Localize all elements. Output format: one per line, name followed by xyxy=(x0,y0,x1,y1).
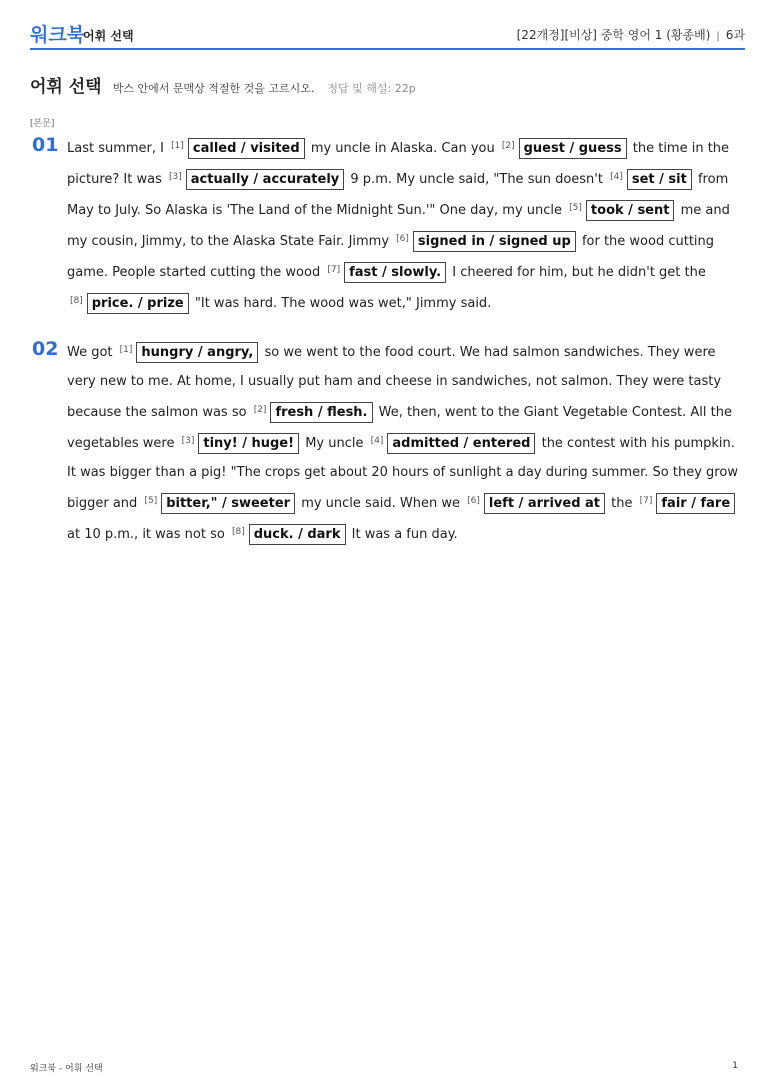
header-separator: | xyxy=(716,31,720,42)
passage-text: so we went to the food court. We had salmon sandwiches. They were very new to me. At home, I usually put ham and cheese in sandwiches, not salmon. They were tasty because the salmon was so xyxy=(67,345,722,420)
choice-box[interactable]: actually / accurately xyxy=(186,169,345,190)
choice-box[interactable]: admitted / entered xyxy=(387,433,535,454)
passage-text: for the wood cutting game. People started cutting the wood xyxy=(67,234,715,280)
passage-text: at 10 p.m., it was not so xyxy=(67,527,225,542)
answer-reference: 정답 및 해설: 22p xyxy=(327,82,416,95)
passage-text: me and my cousin, Jimmy, to the Alaska State Fair. Jimmy xyxy=(67,203,730,249)
question-number: 02 xyxy=(32,338,59,360)
brand-subtitle: 어휘 선택 xyxy=(83,29,134,43)
blank-number: [7] xyxy=(327,265,341,275)
course-name: [22개정][비상] 중학 영어 1 (황종배) xyxy=(516,28,711,42)
passage-text: the time in the picture? It was xyxy=(67,141,730,187)
choice-box[interactable]: fast / slowly. xyxy=(344,262,446,283)
choice-box[interactable]: signed in / signed up xyxy=(413,231,576,252)
blank-number: [7] xyxy=(639,496,653,506)
question-block xyxy=(30,132,745,318)
blank-number: [6] xyxy=(396,234,409,244)
passage-text: We, then, went to the Giant Vegetable Contest. All the vegetables were xyxy=(67,405,732,451)
question-number: 01 xyxy=(32,134,59,156)
page-title: 어휘 선택 xyxy=(30,77,102,97)
section-label: [본문] xyxy=(30,119,55,129)
choice-box[interactable]: set / sit xyxy=(627,169,692,190)
choice-box[interactable]: fresh / flesh. xyxy=(270,402,372,423)
question-text xyxy=(67,336,745,549)
passage-text: "It was hard. The wood was wet," Jimmy said. xyxy=(194,296,492,311)
choice-box[interactable]: tiny! / huge! xyxy=(198,433,299,454)
question-block xyxy=(30,336,745,549)
blank-number: [4] xyxy=(610,172,623,182)
question-text xyxy=(67,132,745,318)
choice-box[interactable]: bitter," / sweeter xyxy=(161,493,295,514)
blank-number: [8] xyxy=(231,527,245,537)
blank-number: [8] xyxy=(70,296,83,306)
passage-text: my uncle said. When we xyxy=(301,496,461,511)
blank-number: [6] xyxy=(467,496,480,506)
header-course-info xyxy=(517,26,745,43)
choice-box[interactable]: guest / guess xyxy=(519,138,627,159)
blank-number: [3] xyxy=(181,436,195,446)
page-number: 1 xyxy=(732,1061,738,1071)
blank-number: [1] xyxy=(119,345,133,355)
page-header xyxy=(30,20,745,50)
passage-text: My uncle xyxy=(305,436,364,451)
choice-box[interactable]: fair / fare xyxy=(656,493,735,514)
passage-text: It was a fun day. xyxy=(351,527,458,542)
passage-text: I cheered for him, but he didn't get the xyxy=(452,265,706,280)
blank-number: [3] xyxy=(169,172,182,182)
choice-box[interactable]: called / visited xyxy=(188,138,305,159)
blank-number: [2] xyxy=(501,141,515,151)
blank-number: [5] xyxy=(144,496,158,506)
blank-number: [5] xyxy=(569,203,582,213)
choice-box[interactable]: duck. / dark xyxy=(249,524,346,545)
blank-number: [1] xyxy=(171,141,184,151)
choice-box[interactable]: left / arrived at xyxy=(484,493,605,514)
passage-text: the contest with his pumpkin. It was bigger than a pig! "The crops get about 20 hours of sunlight a day during summer. So they grow bigger and xyxy=(67,436,738,511)
brand-title: 워크북 xyxy=(30,24,86,46)
choice-box[interactable]: took / sent xyxy=(586,200,675,221)
choice-box[interactable]: hungry / angry, xyxy=(136,342,258,363)
passage-text: We got xyxy=(67,345,113,360)
lesson-label: 6과 xyxy=(725,28,745,42)
passage-text: Last summer, I xyxy=(67,141,164,156)
passage-text: from May to July. So Alaska is 'The Land of the Midnight Sun.'" One day, my uncle xyxy=(67,172,729,218)
title-row xyxy=(30,72,730,97)
passage-text: 9 p.m. My uncle said, "The sun doesn't xyxy=(350,172,603,187)
blank-number: [4] xyxy=(370,436,384,446)
instruction-text: 박스 안에서 문맥상 적절한 것을 고르시오. xyxy=(112,82,315,95)
choice-box[interactable]: price. / prize xyxy=(87,293,189,314)
footer-label: 워크북 - 어휘 선택 xyxy=(30,1064,103,1074)
blank-number: [2] xyxy=(253,405,267,415)
passage-text: my uncle in Alaska. Can you xyxy=(310,141,495,156)
passage-text: the xyxy=(611,496,633,511)
